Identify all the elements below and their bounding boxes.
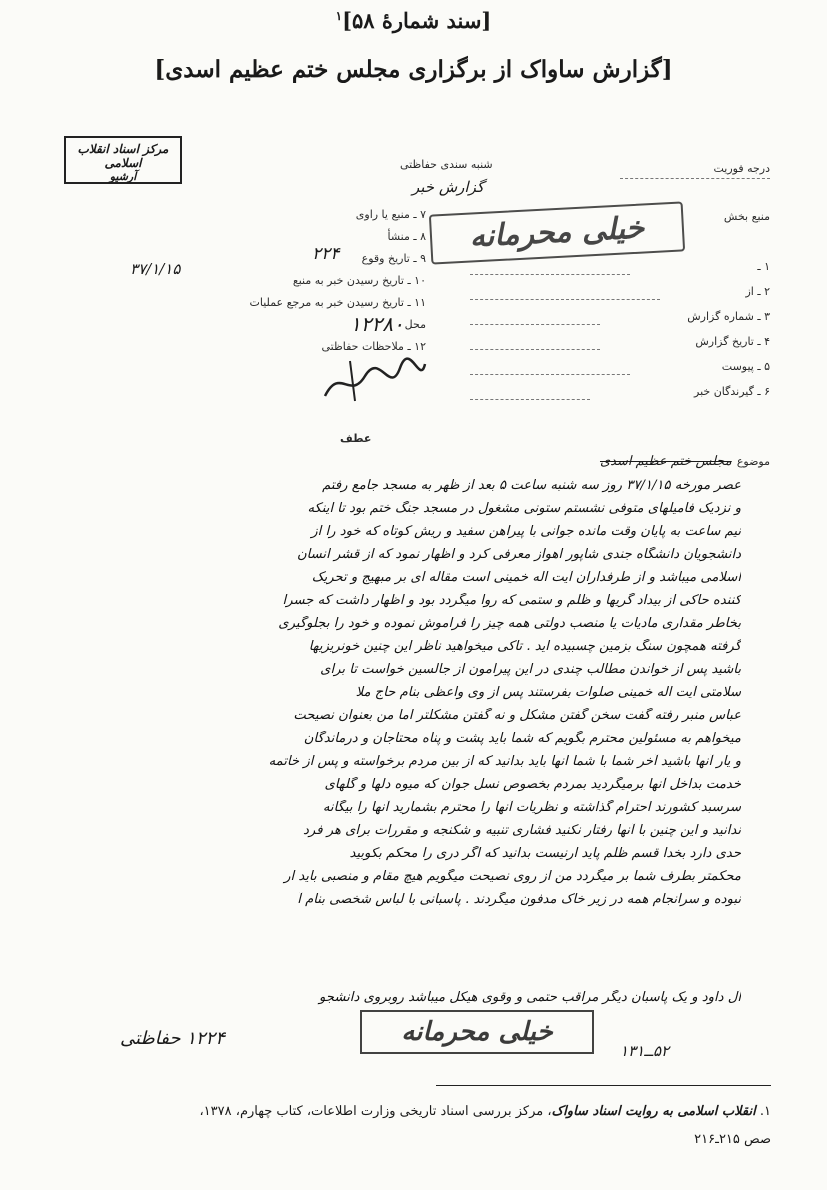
footnote-rule [436,1085,771,1086]
body-line: حدی دارد بخدا قسم ظلم پاید ارنیست بدانید که اگر دری را محکم بکوبید [349,846,741,861]
form-left-item: ۷ ـ منبع یا راوی [355,208,426,221]
handwritten-reference: ۱۲۲۸۰ [350,312,404,336]
body-line: سلامتی آیت اله خمینی صلوات بفرستند پس از وی واعظی بنام حاج ملا [355,685,741,700]
body-line: اسلامی میباشد و از طرفداران آیت اله خمینی است مقاله ای بر مبهیج و تحریک [311,570,741,585]
form-right-item: ۵ ـ پیوست [721,360,770,373]
form-left-item: ۱۰ ـ تاریخ رسیدن خبر به منبع [292,274,426,287]
form-left-item: ۸ ـ منشأ [387,230,426,243]
footnote-source-details: ، مرکز بررسی اسناد تاریخی وزارت اطلاعات، کتاب چهارم، ۱۳۷۸، [199,1104,552,1119]
body-line: و نزدیک فامیلهای متوفی نشستم ستونی مشغول در مسجد جنگ ختم بود تا اینکه [307,501,741,516]
classified-stamp-bottom: خیلی محرمانه [360,1010,594,1054]
form-right-column [510,260,770,410]
handwritten-date: ۳۷/۱/۱۵ [130,260,181,278]
body-line: سرسبد کشورند احترام گذاشته و نظریات آنها را محترم بشمارید آنها را بیگانه [322,800,741,815]
document-code: ۵۲ــ۱۳۱ [620,1042,670,1060]
form-right-item: ۶ ـ گیرندگان خبر [694,385,770,398]
form-right-line [470,399,590,400]
form-right-item: ۴ ـ تاریخ گزارش [695,335,770,348]
handwritten-number: ۲۲۴ [312,244,340,264]
footnote-pages: صص ۲۱۵ـ۲۱۶ [694,1132,771,1147]
archive-stamp-line1: مرکز اسناد انقلاب اسلامی [77,142,169,170]
body-line: میخواهم به مسئولین محترم بگویم که شما باید پشت و پناه محتاجان و درماندگان [303,731,741,746]
document-title: [گزارش ساواک از برگزاری مجلس ختم عظیم اسدی] [154,56,673,83]
form-left-item: محل [404,318,426,331]
classified-stamp: خیلی محرمانه [429,201,685,264]
form-left-item: ۱۱ ـ تاریخ رسیدن خبر به مرجع عملیات [249,296,426,309]
form-right-item: ۲ ـ از [745,285,770,298]
form-left-item: ۱۲ ـ ملاحظات حفاظتی [321,340,426,353]
source-label: منبع بخش [723,210,770,223]
archive-stamp-line2: آرشیو [109,170,137,183]
doc-type-label: شنبه سندی حفاظتی [400,158,493,171]
form-right-item: ۱ ـ [757,260,770,273]
body-line: عصر مورخه ۳۷/۱/۱۵ روز سه شنبه ساعت ۵ بعد از ظهر به مسجد جامع رفتم [322,478,741,493]
subject-value: مجلس ختم عظیم اسدی [599,454,732,469]
footnote-mark: ۱ [335,9,343,23]
urgency-line [620,178,770,179]
body-line: گرفته همچون سنگ بزمین چسبیده اید . تاکی میخواهید ناظر این چنین خونریزیها [308,639,741,654]
body-line: دانشجویان دانشگاه جندی شاپور اهواز معرفی کرد و اظهار نمود که از قشر انسان [296,547,741,562]
form-right-line [470,274,630,275]
body-line: باشید پس از خواندن مطالب چندی در این پیرامون از جالسین خواست تا برای [320,662,741,677]
signature-scribble [320,356,430,406]
form-left-item: ۹ ـ تاریخ وقوع [361,252,426,265]
footnote-number: ۱. [759,1104,771,1119]
body-line: بخاطر مقداری مادیات یا منصب دولتی همه چیز را فراموش نموده و خود را بجلوگیری [278,616,741,631]
body-line: محکمتر بطرف شما بر میگردد من از روی نصیحت میگویم هیچ مقام و منصبی باید ار [284,869,741,884]
body-line: نیم ساعت به پایان وقت مانده جوانی با پیراهن سفید و ریش کوتاه که خود را از [311,524,741,539]
archive-stamp [64,136,182,184]
form-left-column [126,208,426,362]
reference-label: عطف [340,432,372,445]
body-line: آل داود و یک پاسبان دیگر مراقب حتمی و وقوی هیکل میباشد روبروی دانشجو [319,990,741,1005]
document-number: [سند شمارهٔ ۵۸] [342,8,492,33]
report-title: گزارش خبر [412,178,484,196]
body-line: نبوده و سرانجام همه در زیر خاک مدفون میگردند . پاسبانی با لباس شخصی بنام آ [297,892,741,907]
body-line: ندانید و این چنین با آنها رفتار نکنید فشاری تنبیه و شکنجه و مقررات برای هر فرد [303,823,741,838]
form-right-line [470,324,600,325]
footnote [51,1098,771,1154]
bottom-handwritten: ۱۲۲۴ حفاظتی [120,1028,225,1049]
footnote-source-title: انقلاب اسلامی به روایت اسناد ساواک [551,1104,756,1119]
subject-row [600,450,770,469]
body-line: کننده حاکی از بیداد گریها و ظلم و ستمی که روا میگردد بود و اظهار داشت که جسرا [282,593,741,608]
form-right-line [470,299,660,300]
body-line: خدمت بداخل آنها برمیگردید بمردم بخصوص نسل جوان که میوه دلها و گلهای [324,777,741,792]
form-right-item: ۳ ـ شماره گزارش [687,310,770,323]
body-line: عباس منبر رفته گفت سخن گفتن مشکل و نه گفتن مشکلتر اما من بعنوان نصیحت [293,708,741,723]
document-number-title [0,8,827,33]
body-line: و یار آنها باشید آخر شما با شما انها باید بدانید که از بین مردم برخواسته و پس از خاتمه [268,754,741,769]
urgency-label: درجه فوریت [713,162,770,175]
form-right-line [470,374,630,375]
form-right-line [470,349,600,350]
subject-label: موضوع [736,455,770,468]
